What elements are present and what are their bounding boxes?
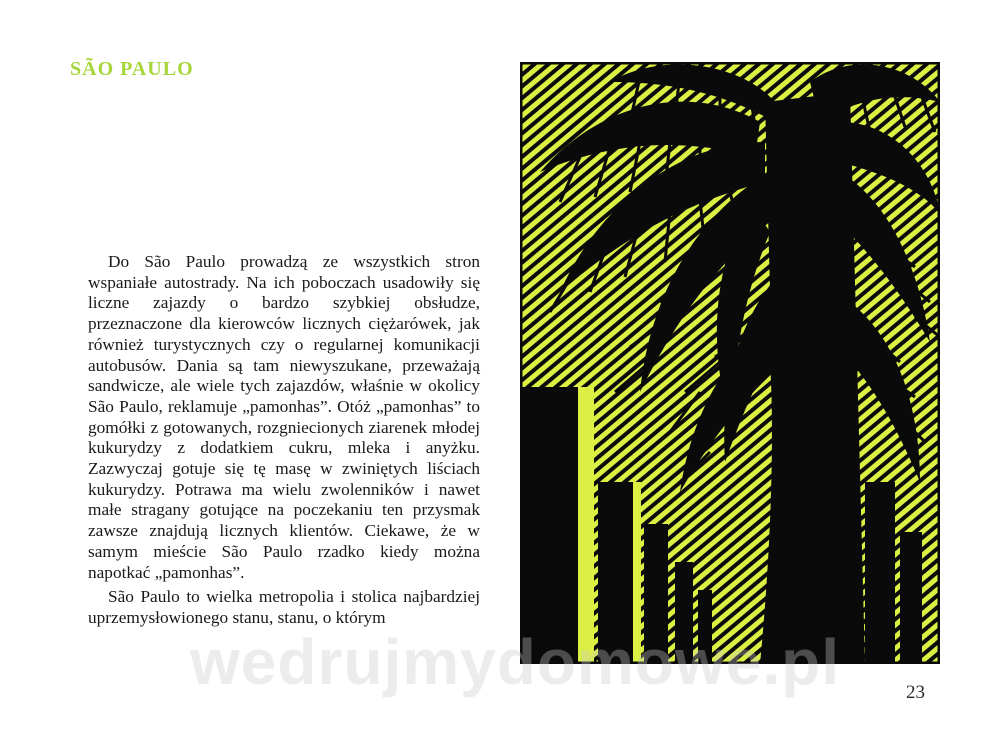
- page-title: SÃO PAULO: [70, 58, 194, 80]
- paragraph: Do São Paulo prowadzą ze wszystkich stron wspaniałe autostrady. Na ich poboczach usadowiły się liczne zajazdy o bardzo szybkiej obsłudze, przeznaczone dla kierowców licznych ciężarówek, jak również turystycznych czy o regularnej komunikacji autobusów. Dania są tam niewyszukane, przeważają sandwicze, ale wiele tych zajazdów, właśnie w okolicy São Paulo, reklamuje „pamonhas”. Otóż „pamonhas” to gomółki z gotowanych, rozgniecionych ziarenek młodej kukurydzy z dodatkiem cukru, mleka i anyżku. Zazwyczaj gotuje się tę masę w zwiniętych liściach kukurydzy. Potrawa ma wielu zwolenników i nawet małe stragany gotujące na poczekaniu ten przysmak zawsze znajdują licznych klientów. Ciekawe, że w samym mieście São Paulo rzadko kiedy można napotkać „pamonhas”.: [88, 252, 480, 582]
- palm-trees-illustration: [520, 62, 940, 664]
- article-body: [88, 252, 480, 629]
- paragraph: São Paulo to wielka metropolia i stolica najbardziej uprzemysłowionego stanu, stanu, o którym: [88, 587, 480, 627]
- page-number: 23: [906, 682, 925, 703]
- watermark: wedrujmydomowe.pl: [190, 626, 840, 698]
